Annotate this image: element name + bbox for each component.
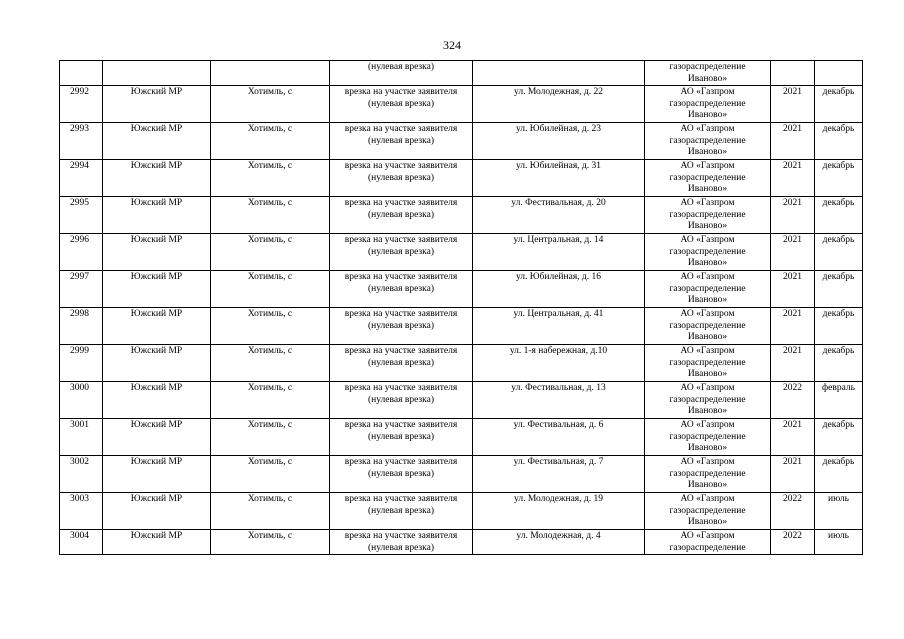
organization-line: АО «Газпром	[680, 161, 735, 171]
organization-line: Иваново»	[687, 258, 728, 268]
year-cell: 2021	[771, 123, 815, 160]
settlement-cell: Хотимль, с	[211, 493, 330, 530]
work-type-line: врезка на участке заявителя	[344, 383, 458, 393]
row-number-cell: 2992	[60, 86, 103, 123]
table-row	[60, 456, 863, 493]
address-cell: ул. 1-я набережная, д.10	[473, 345, 645, 382]
work-type-line: врезка на участке заявителя	[344, 420, 458, 430]
organization-line: Иваново»	[687, 480, 728, 490]
table-row	[60, 308, 863, 345]
work-type-cell	[330, 493, 473, 530]
organization-line: газораспределение	[669, 246, 746, 257]
organization-line: АО «Газпром	[680, 309, 735, 319]
district-cell: Южский МР	[103, 419, 211, 456]
district-cell: Южский МР	[103, 382, 211, 419]
organization-cell	[645, 234, 771, 271]
year-cell: 2021	[771, 86, 815, 123]
organization-line: газораспределение	[669, 505, 746, 516]
row-number-cell: 2997	[60, 271, 103, 308]
month-cell: декабрь	[815, 86, 863, 123]
settlement-cell: Хотимль, с	[211, 308, 330, 345]
organization-cell	[645, 345, 771, 382]
table-row	[60, 493, 863, 530]
district-cell: Южский МР	[103, 493, 211, 530]
settlement-cell: Хотимль, с	[211, 382, 330, 419]
row-number-cell	[60, 61, 103, 86]
organization-line: газораспределение	[669, 283, 746, 294]
district-cell: Южский МР	[103, 160, 211, 197]
organization-line: газораспределение	[669, 209, 746, 220]
month-cell: декабрь	[815, 234, 863, 271]
organization-cell	[645, 123, 771, 160]
gasification-table	[59, 60, 863, 555]
organization-line: газораспределение	[669, 135, 746, 146]
work-type-line: (нулевая врезка)	[367, 283, 435, 294]
work-type-line: (нулевая врезка)	[367, 320, 435, 331]
work-type-line: врезка на участке заявителя	[344, 124, 458, 134]
organization-line: газораспределение	[669, 62, 746, 72]
work-type-line: (нулевая врезка)	[367, 505, 435, 516]
organization-line: АО «Газпром	[680, 494, 735, 504]
settlement-cell: Хотимль, с	[211, 86, 330, 123]
work-type-cell	[330, 419, 473, 456]
address-cell: ул. Фестивальная, д. 13	[473, 382, 645, 419]
row-number-cell: 2993	[60, 123, 103, 160]
table-row	[60, 382, 863, 419]
work-type-cell	[330, 234, 473, 271]
row-number-cell: 2998	[60, 308, 103, 345]
organization-line: Иваново»	[687, 332, 728, 342]
work-type-cell	[330, 308, 473, 345]
row-number-cell: 3004	[60, 530, 103, 555]
organization-line: Иваново»	[687, 443, 728, 453]
table-row	[60, 61, 863, 86]
month-cell: декабрь	[815, 419, 863, 456]
work-type-line: (нулевая врезка)	[367, 542, 435, 553]
work-type-line: (нулевая врезка)	[367, 431, 435, 442]
row-number-cell: 3002	[60, 456, 103, 493]
organization-line: газораспределение	[669, 357, 746, 368]
settlement-cell: Хотимль, с	[211, 234, 330, 271]
month-cell: июль	[815, 493, 863, 530]
work-type-line: врезка на участке заявителя	[344, 272, 458, 282]
page-number: 324	[443, 38, 461, 52]
table-row	[60, 419, 863, 456]
work-type-line: врезка на участке заявителя	[344, 235, 458, 245]
month-cell	[815, 61, 863, 86]
work-type-line: (нулевая врезка)	[367, 468, 435, 479]
organization-line: Иваново»	[687, 110, 728, 120]
work-type-line: (нулевая врезка)	[367, 172, 435, 183]
year-cell: 2021	[771, 419, 815, 456]
organization-cell	[645, 271, 771, 308]
table-row	[60, 345, 863, 382]
organization-line: Иваново»	[687, 517, 728, 527]
settlement-cell	[211, 61, 330, 86]
settlement-cell: Хотимль, с	[211, 123, 330, 160]
work-type-cell	[330, 160, 473, 197]
organization-line: АО «Газпром	[680, 272, 735, 282]
address-cell: ул. Юбилейная, д. 31	[473, 160, 645, 197]
work-type-line: (нулевая врезка)	[367, 357, 435, 368]
organization-line: АО «Газпром	[680, 383, 735, 393]
row-number-cell: 2996	[60, 234, 103, 271]
district-cell: Южский МР	[103, 345, 211, 382]
organization-cell	[645, 419, 771, 456]
organization-cell	[645, 493, 771, 530]
address-cell	[473, 61, 645, 86]
year-cell: 2022	[771, 493, 815, 530]
address-cell: ул. Фестивальная, д. 20	[473, 197, 645, 234]
table-row	[60, 234, 863, 271]
year-cell: 2021	[771, 234, 815, 271]
year-cell: 2021	[771, 271, 815, 308]
organization-cell	[645, 530, 771, 555]
organization-cell	[645, 160, 771, 197]
organization-line: газораспределение	[669, 468, 746, 479]
organization-line: Иваново»	[687, 406, 728, 416]
district-cell: Южский МР	[103, 271, 211, 308]
work-type-line: врезка на участке заявителя	[344, 161, 458, 171]
district-cell: Южский МР	[103, 456, 211, 493]
work-type-line: (нулевая врезка)	[367, 62, 435, 72]
work-type-line: (нулевая врезка)	[367, 394, 435, 405]
work-type-cell	[330, 382, 473, 419]
organization-line: АО «Газпром	[680, 420, 735, 430]
table-row	[60, 530, 863, 555]
year-cell: 2021	[771, 197, 815, 234]
work-type-cell	[330, 86, 473, 123]
organization-cell	[645, 61, 771, 86]
address-cell: ул. Центральная, д. 14	[473, 234, 645, 271]
table-row	[60, 160, 863, 197]
row-number-cell: 2999	[60, 345, 103, 382]
organization-cell	[645, 308, 771, 345]
work-type-line: врезка на участке заявителя	[344, 531, 458, 541]
settlement-cell: Хотимль, с	[211, 345, 330, 382]
settlement-cell: Хотимль, с	[211, 160, 330, 197]
month-cell: декабрь	[815, 123, 863, 160]
table-row	[60, 123, 863, 160]
organization-line: АО «Газпром	[680, 198, 735, 208]
year-cell: 2021	[771, 345, 815, 382]
month-cell: декабрь	[815, 345, 863, 382]
district-cell: Южский МР	[103, 530, 211, 555]
work-type-cell	[330, 197, 473, 234]
address-cell: ул. Молодежная, д. 19	[473, 493, 645, 530]
year-cell: 2022	[771, 530, 815, 555]
address-cell: ул. Фестивальная, д. 6	[473, 419, 645, 456]
district-cell: Южский МР	[103, 308, 211, 345]
district-cell	[103, 61, 211, 86]
organization-cell	[645, 86, 771, 123]
row-number-cell: 2995	[60, 197, 103, 234]
month-cell: декабрь	[815, 456, 863, 493]
row-number-cell: 3000	[60, 382, 103, 419]
organization-cell	[645, 382, 771, 419]
work-type-line: (нулевая врезка)	[367, 246, 435, 257]
row-number-cell: 2994	[60, 160, 103, 197]
work-type-cell	[330, 271, 473, 308]
table-body	[60, 61, 863, 555]
settlement-cell: Хотимль, с	[211, 271, 330, 308]
organization-line: газораспределение	[669, 172, 746, 183]
organization-line: АО «Газпром	[680, 346, 735, 356]
work-type-line: врезка на участке заявителя	[344, 346, 458, 356]
district-cell: Южский МР	[103, 86, 211, 123]
work-type-cell	[330, 123, 473, 160]
work-type-cell	[330, 345, 473, 382]
organization-line: АО «Газпром	[680, 235, 735, 245]
table-row	[60, 271, 863, 308]
organization-line: газораспределение	[669, 394, 746, 405]
work-type-cell	[330, 530, 473, 555]
year-cell: 2021	[771, 456, 815, 493]
year-cell	[771, 61, 815, 86]
organization-cell	[645, 456, 771, 493]
address-cell: ул. Юбилейная, д. 16	[473, 271, 645, 308]
table-row	[60, 86, 863, 123]
settlement-cell: Хотимль, с	[211, 197, 330, 234]
address-cell: ул. Молодежная, д. 22	[473, 86, 645, 123]
organization-cell	[645, 197, 771, 234]
year-cell: 2022	[771, 382, 815, 419]
organization-line: газораспределение	[669, 320, 746, 331]
organization-line: Иваново»	[687, 221, 728, 231]
work-type-line: (нулевая врезка)	[367, 135, 435, 146]
work-type-line: врезка на участке заявителя	[344, 309, 458, 319]
month-cell: декабрь	[815, 271, 863, 308]
address-cell: ул. Молодежная, д. 4	[473, 530, 645, 555]
organization-line: АО «Газпром	[680, 87, 735, 97]
address-cell: ул. Центральная, д. 41	[473, 308, 645, 345]
month-cell: февраль	[815, 382, 863, 419]
organization-line: Иваново»	[687, 295, 728, 305]
work-type-cell	[330, 61, 473, 86]
table-row	[60, 197, 863, 234]
settlement-cell: Хотимль, с	[211, 419, 330, 456]
month-cell: декабрь	[815, 308, 863, 345]
organization-line: Иваново»	[687, 147, 728, 157]
settlement-cell: Хотимль, с	[211, 456, 330, 493]
work-type-cell	[330, 456, 473, 493]
district-cell: Южский МР	[103, 234, 211, 271]
organization-line: газораспределение	[669, 542, 746, 553]
district-cell: Южский МР	[103, 123, 211, 160]
address-cell: ул. Юбилейная, д. 23	[473, 123, 645, 160]
district-cell: Южский МР	[103, 197, 211, 234]
organization-line: газораспределение	[669, 431, 746, 442]
row-number-cell: 3003	[60, 493, 103, 530]
month-cell: июль	[815, 530, 863, 555]
organization-line: газораспределение	[669, 98, 746, 109]
work-type-line: врезка на участке заявителя	[344, 198, 458, 208]
work-type-line: (нулевая врезка)	[367, 98, 435, 109]
settlement-cell: Хотимль, с	[211, 530, 330, 555]
row-number-cell: 3001	[60, 419, 103, 456]
month-cell: декабрь	[815, 160, 863, 197]
organization-line: Иваново»	[687, 184, 728, 194]
work-type-line: врезка на участке заявителя	[344, 494, 458, 504]
organization-line: Иваново»	[687, 73, 728, 84]
organization-line: АО «Газпром	[680, 457, 735, 467]
address-cell: ул. Фестивальная, д. 7	[473, 456, 645, 493]
month-cell: декабрь	[815, 197, 863, 234]
organization-line: АО «Газпром	[680, 531, 735, 541]
year-cell: 2021	[771, 308, 815, 345]
work-type-line: врезка на участке заявителя	[344, 87, 458, 97]
year-cell: 2021	[771, 160, 815, 197]
work-type-line: (нулевая врезка)	[367, 209, 435, 220]
organization-line: Иваново»	[687, 369, 728, 379]
organization-line: АО «Газпром	[680, 124, 735, 134]
work-type-line: врезка на участке заявителя	[344, 457, 458, 467]
